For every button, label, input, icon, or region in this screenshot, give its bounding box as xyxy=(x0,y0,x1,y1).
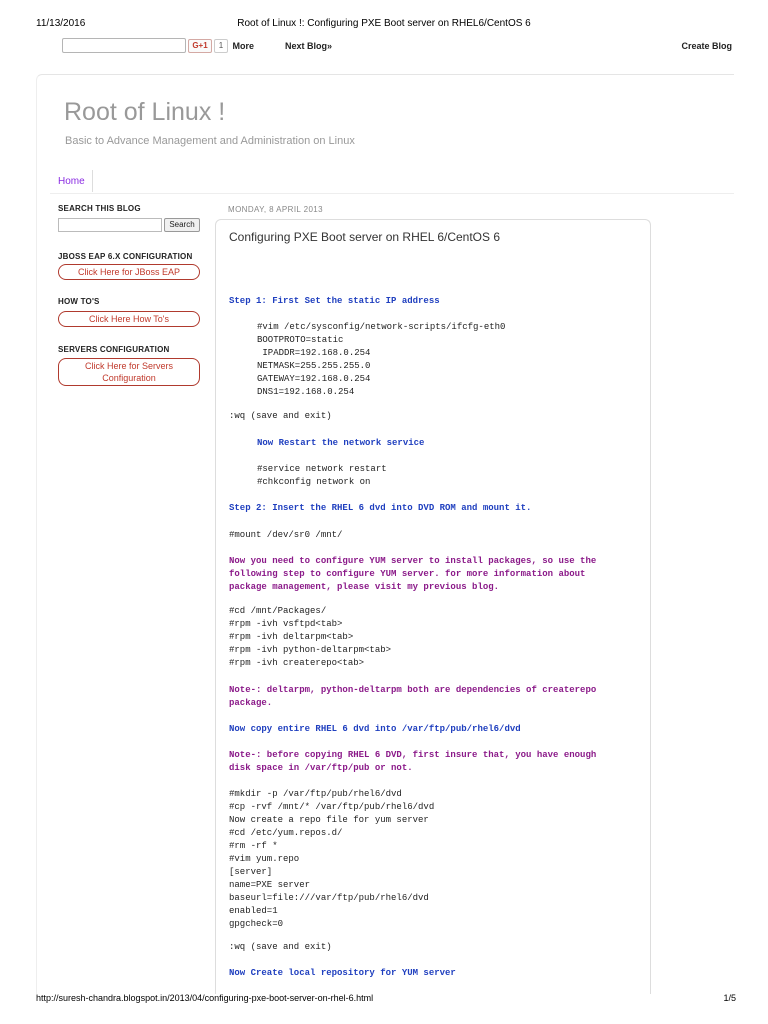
print-date: 11/13/2016 xyxy=(36,18,86,29)
blogger-navbar xyxy=(36,38,736,56)
post-date: MONDAY, 8 APRIL 2013 xyxy=(228,205,324,214)
jboss-link-button[interactable]: Click Here for JBoss EAP xyxy=(58,264,200,280)
rpm-install-commands: #cd /mnt/Packages/ #rpm -ivh vsftpd<tab> #rpm -ivh deltarpm<tab> #rpm -ivh python-deltarpm<tab> #rpm -ivh createrepo<tab> xyxy=(229,606,392,668)
tab-home[interactable]: Home xyxy=(58,176,85,187)
restart-network-note: Now Restart the network service xyxy=(257,438,425,448)
blog-title[interactable]: Root of Linux ! xyxy=(64,98,226,126)
tabs-underline xyxy=(50,193,734,194)
yum-config-note: Now you need to configure YUM server to install packages, so use the following step to configure YUM server. for more information about package management, please visit my previous blog. xyxy=(229,556,597,592)
print-footer xyxy=(0,992,768,1024)
ifcfg-config-block: #vim /etc/sysconfig/network-scripts/ifcfg-eth0 BOOTPROTO=static IPADDR=192.168.0.254 NETMASK=255.255.255.0 GATEWAY=192.168.0.254 DNS1=192.168.0.254 xyxy=(257,322,506,397)
print-document-title: Root of Linux !: Configuring PXE Boot server on RHEL6/CentOS 6 xyxy=(237,18,531,29)
tab-divider xyxy=(92,170,93,192)
blog-description: Basic to Advance Management and Administration on Linux xyxy=(65,135,355,147)
print-header xyxy=(0,0,768,34)
search-blog-heading: SEARCH THIS BLOG xyxy=(58,204,141,213)
page-tabs xyxy=(50,170,734,194)
print-url: http://suresh-chandra.blogspot.in/2013/04/configuring-pxe-boot-server-on-rhel-6.html xyxy=(36,993,374,1003)
google-plus-count: 1 xyxy=(214,39,228,53)
jboss-heading: JBOSS EAP 6.X CONFIGURATION xyxy=(58,252,193,261)
step1-heading: Step 1: First Set the static IP address xyxy=(229,296,440,306)
restart-network-commands: #service network restart #chkconfig network on xyxy=(257,464,387,487)
yum-repo-commands: #mkdir -p /var/ftp/pub/rhel6/dvd #cp -rvf /mnt/* /var/ftp/pub/rhel6/dvd Now create a repo file for yum server #cd /etc/yum.repos.d/ #rm -rf * #vim yum.repo [server] name=PXE server baseurl=file:///var/ftp/pub/rhel6/dvd enabled=1 gpgcheck=0 xyxy=(229,789,435,929)
blog-search-input[interactable] xyxy=(58,218,162,232)
disk-space-note: Note-: before copying RHEL 6 DVD, first insure that, you have enough disk space in /var/ftp/pub or not. xyxy=(229,750,597,773)
more-link[interactable]: More xyxy=(232,41,254,51)
servers-heading: SERVERS CONFIGURATION xyxy=(58,345,170,354)
blog-search-button[interactable]: Search xyxy=(164,218,200,232)
servers-link-button[interactable]: Click Here for Servers Configuration xyxy=(58,358,200,386)
dependencies-note: Note-: deltarpm, python-deltarpm both are dependencies of createrepo package. xyxy=(229,685,597,708)
post-title[interactable]: Configuring PXE Boot server on RHEL 6/CentOS 6 xyxy=(229,230,501,244)
print-page-number: 1/5 xyxy=(723,993,736,1003)
howto-heading: HOW TO'S xyxy=(58,297,100,306)
copy-dvd-note: Now copy entire RHEL 6 dvd into /var/ftp/pub/rhel6/dvd xyxy=(229,724,521,734)
google-plus-one-button[interactable]: G+1 xyxy=(188,39,212,53)
save-exit-note-1: :wq (save and exit) xyxy=(229,411,332,421)
create-blog-link[interactable]: Create Blog xyxy=(681,41,732,51)
save-exit-note-2: :wq (save and exit) xyxy=(229,942,332,952)
mount-command: #mount /dev/sr0 /mnt/ xyxy=(229,530,343,540)
local-repo-note: Now Create local repository for YUM server xyxy=(229,968,456,978)
howto-link-button[interactable]: Click Here How To's xyxy=(58,311,200,327)
navbar-search-input[interactable] xyxy=(62,38,186,53)
next-blog-link[interactable]: Next Blog» xyxy=(284,41,332,51)
step2-heading: Step 2: Insert the RHEL 6 dvd into DVD ROM and mount it. xyxy=(229,503,532,513)
